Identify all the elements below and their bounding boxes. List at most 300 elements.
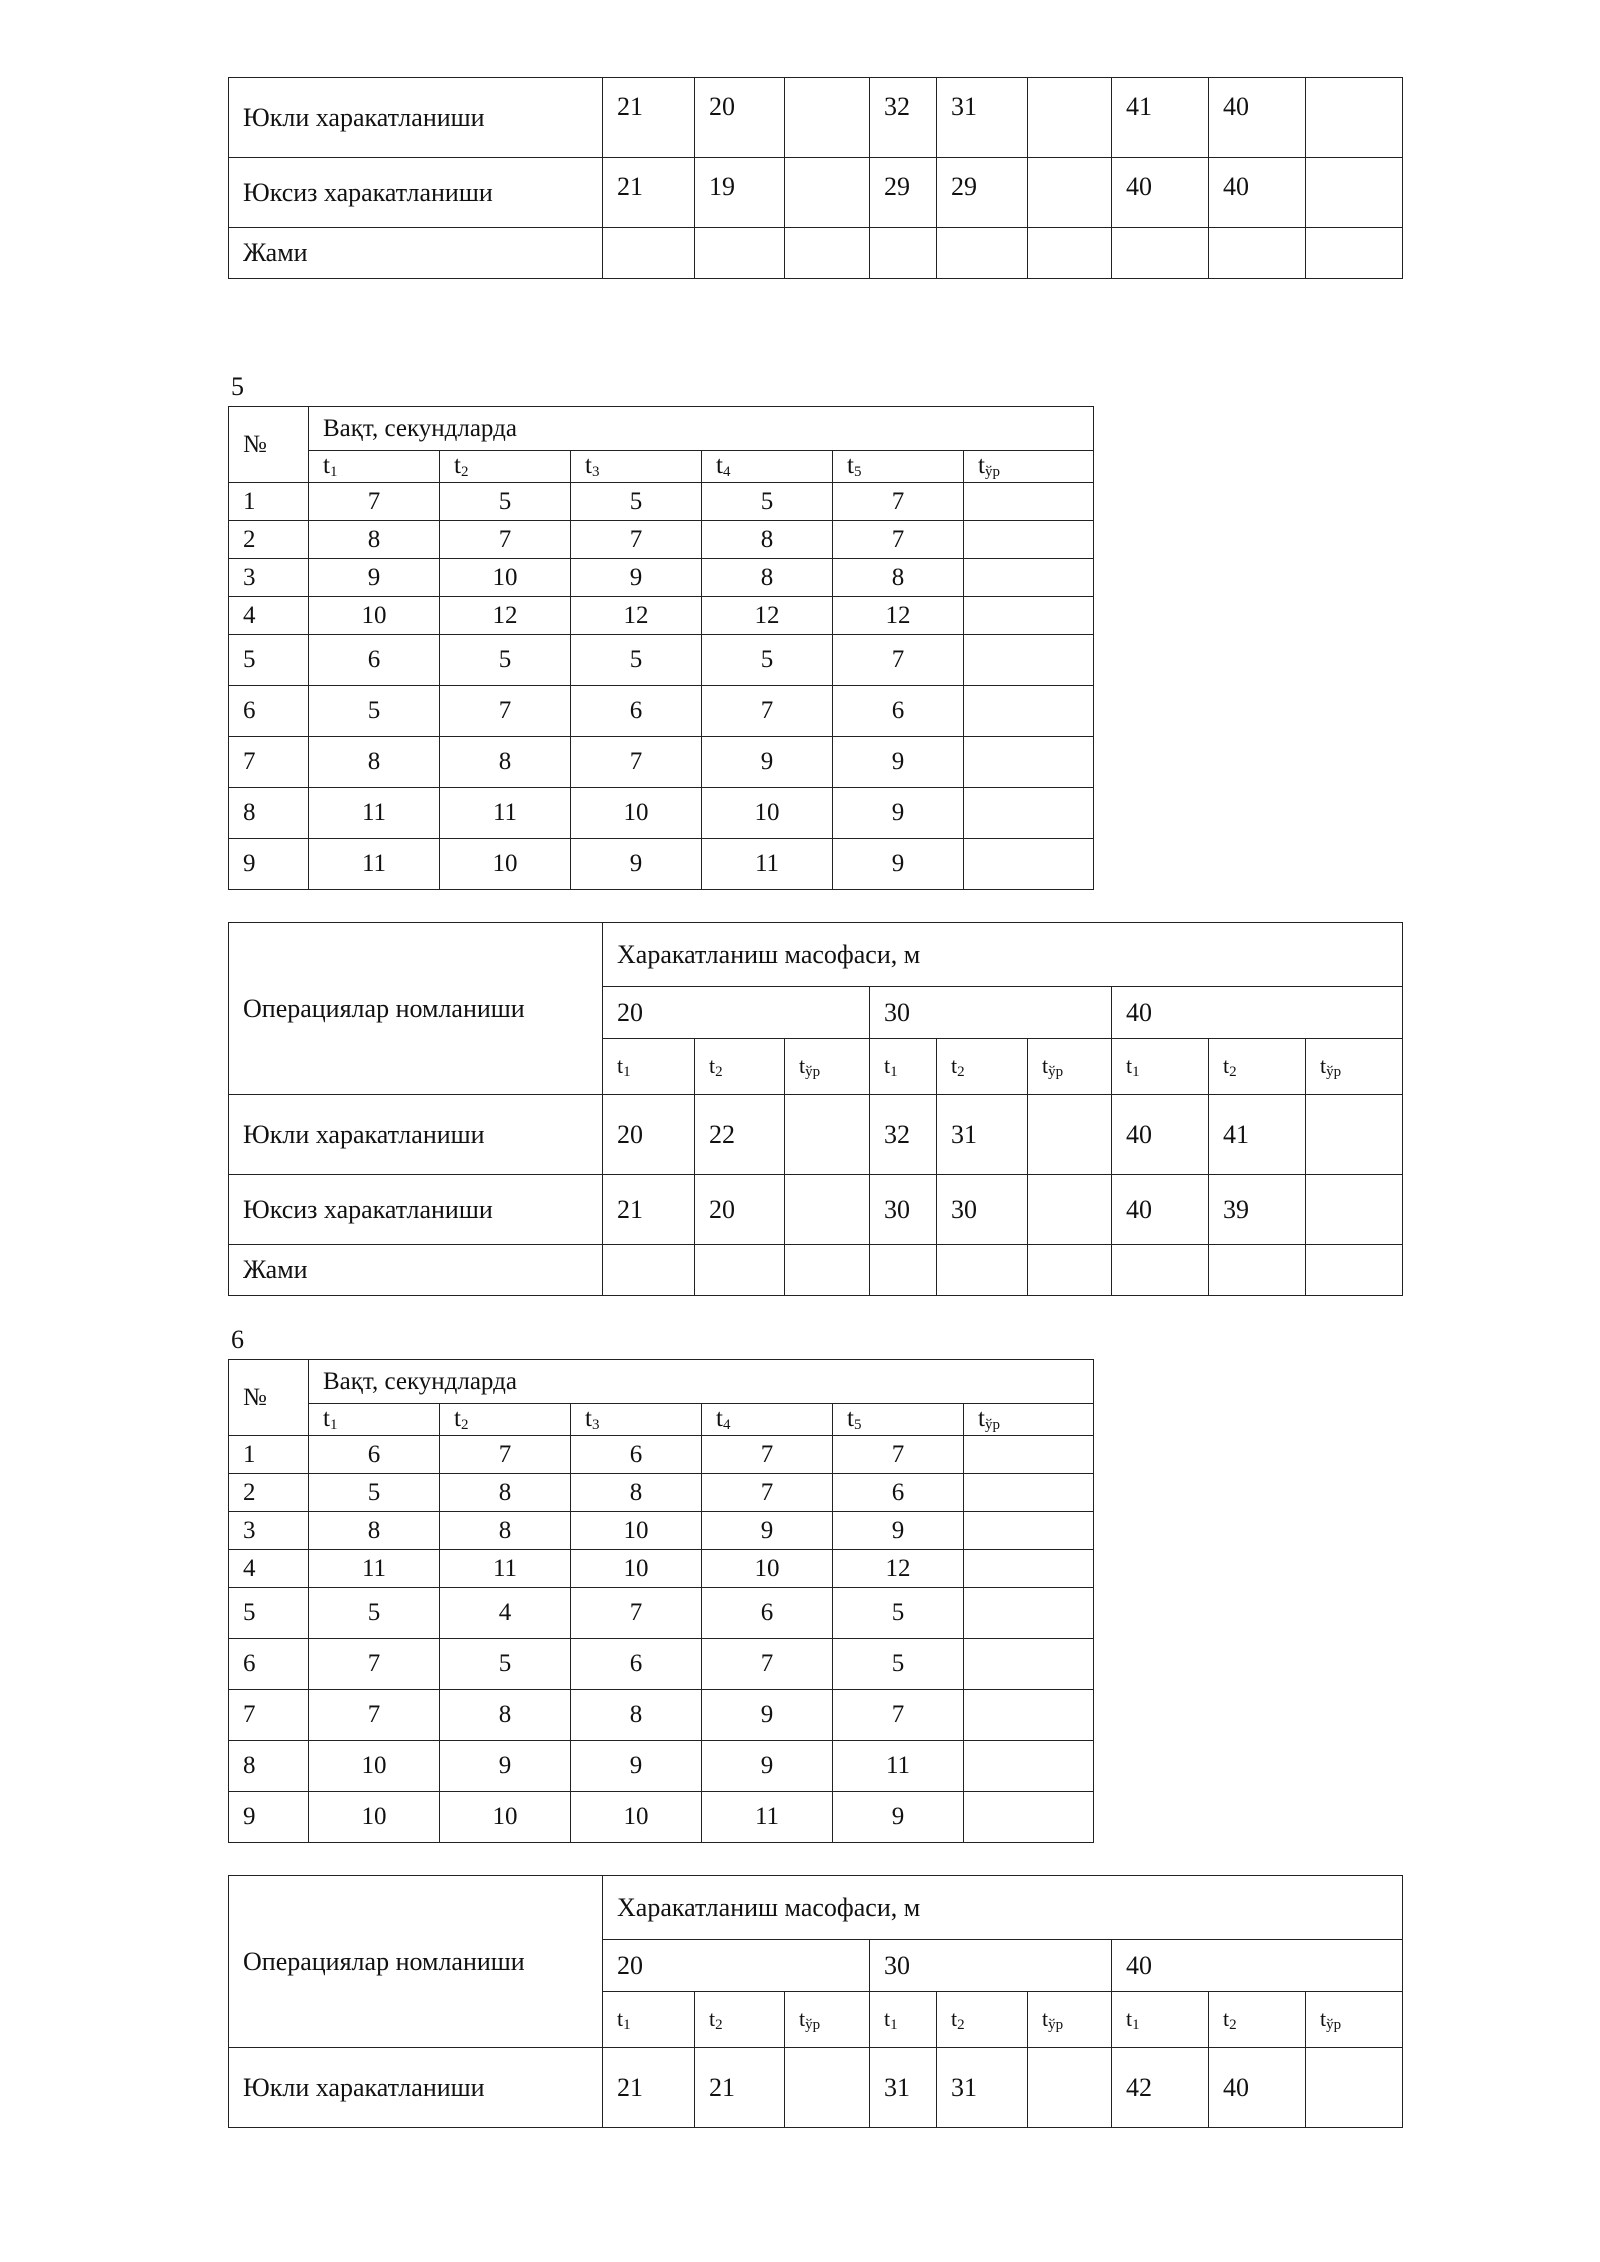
time-value: 7	[309, 1639, 440, 1690]
table-row	[229, 1588, 1094, 1639]
row-number: 1	[229, 483, 309, 521]
time-value: 10	[571, 1550, 702, 1588]
time-value: 7	[309, 1690, 440, 1741]
value-cell	[1306, 1095, 1403, 1175]
time-column-header	[833, 1404, 964, 1436]
table-row	[229, 521, 1094, 559]
table-row	[229, 1474, 1094, 1512]
symbol-base: t	[454, 1405, 461, 1432]
time-value: 5	[833, 1639, 964, 1690]
time-column-header	[1028, 1039, 1112, 1095]
time-value: 11	[833, 1741, 964, 1792]
time-value: 10	[309, 597, 440, 635]
row-number: 8	[229, 788, 309, 839]
time-value: 7	[440, 1436, 571, 1474]
value-cell	[1209, 1245, 1306, 1296]
row-number: 2	[229, 1474, 309, 1512]
symbol-base: t	[1126, 2005, 1133, 2031]
time-column-header	[964, 1404, 1094, 1436]
time-value: 7	[440, 686, 571, 737]
value-cell: 39	[1209, 1175, 1306, 1245]
row-number: 7	[229, 1690, 309, 1741]
symbol-subscript: 2	[1229, 2016, 1237, 2033]
value-cell: 21	[695, 2048, 785, 2128]
time-value: 9	[702, 737, 833, 788]
time-value: 5	[833, 1588, 964, 1639]
time-value: 7	[571, 521, 702, 559]
symbol-base: t	[323, 1405, 330, 1432]
value-cell: 31	[937, 78, 1028, 158]
time-value: 5	[440, 635, 571, 686]
value-cell: 21	[603, 158, 695, 228]
symbol-subscript: 2	[460, 464, 469, 480]
time-value: 7	[833, 635, 964, 686]
time-column-header	[440, 1404, 571, 1436]
time-column-header	[1209, 1992, 1306, 2048]
time-header: Вақт, секундларда	[309, 1360, 1094, 1404]
value-cell: 20	[695, 78, 785, 158]
time-value	[964, 1639, 1094, 1690]
time-value: 9	[702, 1690, 833, 1741]
symbol-subscript: 4	[722, 1417, 731, 1433]
value-cell	[1028, 2048, 1112, 2128]
symbol-base: t	[884, 1052, 891, 1078]
row-number: 8	[229, 1741, 309, 1792]
time-value: 10	[309, 1792, 440, 1843]
symbol-base: t	[716, 1405, 723, 1432]
time-column-header	[695, 1992, 785, 2048]
distance-header: Харакатланиш масофаси, м	[603, 1876, 1403, 1940]
value-cell	[1306, 78, 1403, 158]
distance-value: 20	[603, 1940, 870, 1992]
value-cell	[1306, 1175, 1403, 1245]
table-row	[229, 737, 1094, 788]
symbol-base: t	[799, 2005, 806, 2031]
time-value: 8	[309, 521, 440, 559]
time-value: 11	[309, 839, 440, 890]
value-cell	[785, 1095, 870, 1175]
time-value: 10	[440, 1792, 571, 1843]
row-number: 6	[229, 686, 309, 737]
value-cell	[1306, 2048, 1403, 2128]
time-column-header	[785, 1039, 870, 1095]
table-row	[229, 1690, 1094, 1741]
operation-name: Юкли харакатланиши	[229, 78, 603, 158]
header-row	[229, 923, 1403, 987]
symbol-subscript: ўр	[1048, 2016, 1064, 2033]
time-value: 9	[833, 1512, 964, 1550]
time-value: 11	[440, 1550, 571, 1588]
value-cell	[695, 1245, 785, 1296]
time-column-header	[695, 1039, 785, 1095]
table-row	[229, 1550, 1094, 1588]
value-cell: 31	[870, 2048, 937, 2128]
value-cell	[937, 228, 1028, 279]
symbol-subscript: 1	[890, 1063, 898, 1080]
time-value: 7	[571, 737, 702, 788]
symbol-base: t	[1320, 1052, 1327, 1078]
time-value: 7	[702, 1436, 833, 1474]
operation-name: Жами	[229, 228, 603, 279]
time-value: 8	[440, 1474, 571, 1512]
time-value	[964, 559, 1094, 597]
value-cell: 30	[870, 1175, 937, 1245]
time-value: 10	[571, 1512, 702, 1550]
symbol-subscript: ўр	[805, 1063, 821, 1080]
time-value: 8	[309, 1512, 440, 1550]
symbol-subscript: ўр	[1048, 1063, 1064, 1080]
time-value: 12	[571, 597, 702, 635]
time-column-header	[309, 1404, 440, 1436]
row-number: 5	[229, 1588, 309, 1639]
time-value: 10	[702, 788, 833, 839]
time-value: 6	[571, 1639, 702, 1690]
time-value: 5	[309, 1474, 440, 1512]
symbol-subscript: 3	[591, 464, 600, 480]
value-cell: 21	[603, 78, 695, 158]
value-cell	[1112, 228, 1209, 279]
time-value: 9	[833, 839, 964, 890]
time-value	[964, 1474, 1094, 1512]
value-cell: 40	[1112, 158, 1209, 228]
table-row	[229, 158, 1403, 228]
value-cell: 31	[937, 2048, 1028, 2128]
value-cell	[1028, 1175, 1112, 1245]
symbol-subscript: ўр	[1326, 1063, 1342, 1080]
symbol-subscript: 2	[957, 2016, 965, 2033]
table-row	[229, 788, 1094, 839]
time-value: 9	[702, 1741, 833, 1792]
time-table	[228, 1359, 1094, 1843]
time-value	[964, 597, 1094, 635]
time-value: 12	[702, 597, 833, 635]
value-cell	[1209, 228, 1306, 279]
value-cell: 30	[937, 1175, 1028, 1245]
time-value	[964, 1741, 1094, 1792]
time-column-header	[1209, 1039, 1306, 1095]
row-number: 3	[229, 1512, 309, 1550]
value-cell	[1112, 1245, 1209, 1296]
operations-table	[228, 1875, 1403, 2128]
time-value	[964, 788, 1094, 839]
value-cell: 21	[603, 1175, 695, 1245]
symbol-subscript: 3	[591, 1417, 600, 1433]
distance-header: Харакатланиш масофаси, м	[603, 923, 1403, 987]
time-column-header	[785, 1992, 870, 2048]
symbol-subscript: 1	[890, 2016, 898, 2033]
time-value	[964, 686, 1094, 737]
symbol-subscript: ўр	[805, 2016, 821, 2033]
time-value: 8	[702, 521, 833, 559]
time-value: 8	[702, 559, 833, 597]
time-value: 8	[440, 1690, 571, 1741]
time-value: 9	[309, 559, 440, 597]
symbol-subscript: 1	[1132, 1063, 1140, 1080]
time-column-header	[702, 451, 833, 483]
value-cell	[870, 1245, 937, 1296]
time-column-header	[309, 451, 440, 483]
value-cell: 41	[1112, 78, 1209, 158]
symbol-subscript: 2	[715, 2016, 723, 2033]
time-value: 11	[440, 788, 571, 839]
value-cell	[603, 1245, 695, 1296]
symbol-base: t	[951, 1052, 958, 1078]
value-cell: 21	[603, 2048, 695, 2128]
time-column-header	[870, 1039, 937, 1095]
table-row	[229, 559, 1094, 597]
header-row	[229, 1876, 1403, 1940]
value-cell: 31	[937, 1095, 1028, 1175]
table-row	[229, 1095, 1403, 1175]
time-value: 12	[833, 597, 964, 635]
time-column-header	[833, 451, 964, 483]
symbol-base: t	[847, 452, 854, 479]
symbol-base: t	[716, 452, 723, 479]
table-row	[229, 1436, 1094, 1474]
number-header: №	[229, 407, 309, 483]
row-number: 5	[229, 635, 309, 686]
symbol-base: t	[1223, 2005, 1230, 2031]
table-row	[229, 686, 1094, 737]
symbol-subscript: 2	[1229, 1063, 1237, 1080]
time-column-header	[1028, 1992, 1112, 2048]
subheader-row	[229, 451, 1094, 483]
time-value	[964, 737, 1094, 788]
time-column-header	[603, 1992, 695, 2048]
time-value	[964, 1512, 1094, 1550]
time-value: 10	[571, 1792, 702, 1843]
table-row	[229, 78, 1403, 158]
value-cell	[785, 2048, 870, 2128]
time-column-header	[937, 1039, 1028, 1095]
operations-header: Операциялар номланиши	[229, 1876, 603, 2048]
table-row	[229, 2048, 1403, 2128]
time-value: 7	[833, 521, 964, 559]
value-cell	[1306, 228, 1403, 279]
symbol-base: t	[709, 2005, 716, 2031]
symbol-base: t	[617, 2005, 624, 2031]
symbol-base: t	[585, 1405, 592, 1432]
time-table	[228, 406, 1094, 890]
value-cell	[1028, 78, 1112, 158]
distance-value: 40	[1112, 1940, 1403, 1992]
time-column-header	[937, 1992, 1028, 2048]
time-header: Вақт, секундларда	[309, 407, 1094, 451]
value-cell	[603, 228, 695, 279]
value-cell: 22	[695, 1095, 785, 1175]
time-value: 5	[309, 1588, 440, 1639]
value-cell	[937, 1245, 1028, 1296]
time-value: 11	[309, 788, 440, 839]
time-value: 9	[571, 839, 702, 890]
symbol-subscript: 1	[329, 464, 338, 480]
time-column-header	[870, 1992, 937, 2048]
symbol-base: t	[585, 452, 592, 479]
symbol-subscript: ўр	[1326, 2016, 1342, 2033]
value-cell: 42	[1112, 2048, 1209, 2128]
time-value: 5	[571, 483, 702, 521]
time-value: 5	[702, 483, 833, 521]
row-number: 4	[229, 597, 309, 635]
time-value: 7	[702, 686, 833, 737]
time-value	[964, 1436, 1094, 1474]
symbol-base: t	[323, 452, 330, 479]
number-header: №	[229, 1360, 309, 1436]
table-row	[229, 228, 1403, 279]
time-value: 8	[571, 1474, 702, 1512]
time-value: 10	[571, 788, 702, 839]
table-row	[229, 597, 1094, 635]
time-value: 9	[833, 788, 964, 839]
symbol-subscript: 2	[957, 1063, 965, 1080]
time-column-header	[964, 451, 1094, 483]
time-value: 8	[309, 737, 440, 788]
table-row	[229, 1741, 1094, 1792]
symbol-subscript: 5	[853, 1417, 862, 1433]
row-number: 1	[229, 1436, 309, 1474]
table-row	[229, 1792, 1094, 1843]
symbol-base: t	[1042, 1052, 1049, 1078]
time-value	[964, 1550, 1094, 1588]
time-value: 11	[309, 1550, 440, 1588]
table-row	[229, 1512, 1094, 1550]
operations-header: Операциялар номланиши	[229, 923, 603, 1095]
time-column-header	[571, 1404, 702, 1436]
time-value: 9	[440, 1741, 571, 1792]
row-number: 9	[229, 839, 309, 890]
symbol-base: t	[978, 452, 985, 479]
partial-operations-table	[228, 77, 1403, 279]
time-value: 6	[309, 635, 440, 686]
time-value	[964, 1690, 1094, 1741]
time-value: 9	[571, 559, 702, 597]
value-cell	[695, 228, 785, 279]
header-row	[229, 1360, 1094, 1404]
time-column-header	[1112, 1992, 1209, 2048]
row-number: 4	[229, 1550, 309, 1588]
symbol-subscript: 1	[1132, 2016, 1140, 2033]
value-cell	[1028, 1245, 1112, 1296]
value-cell	[785, 158, 870, 228]
time-value: 11	[702, 839, 833, 890]
section-number: 6	[231, 1325, 244, 1354]
value-cell: 32	[870, 1095, 937, 1175]
symbol-subscript: 1	[329, 1417, 338, 1433]
section-number: 5	[231, 372, 244, 401]
symbol-subscript: 2	[715, 1063, 723, 1080]
value-cell: 29	[937, 158, 1028, 228]
time-value: 5	[702, 635, 833, 686]
time-value: 6	[309, 1436, 440, 1474]
symbol-base: t	[1042, 2005, 1049, 2031]
time-value: 5	[440, 483, 571, 521]
time-column-header	[1112, 1039, 1209, 1095]
value-cell	[870, 228, 937, 279]
time-column-header	[1306, 1039, 1403, 1095]
symbol-base: t	[454, 452, 461, 479]
time-value: 10	[702, 1550, 833, 1588]
subheader-row	[229, 1404, 1094, 1436]
symbol-base: t	[884, 2005, 891, 2031]
time-value: 7	[702, 1474, 833, 1512]
time-value: 8	[833, 559, 964, 597]
time-column-header	[440, 451, 571, 483]
value-cell: 20	[695, 1175, 785, 1245]
time-column-header	[603, 1039, 695, 1095]
time-value: 5	[440, 1639, 571, 1690]
operations-table	[228, 922, 1403, 1296]
time-value: 5	[309, 686, 440, 737]
table-row	[229, 635, 1094, 686]
symbol-subscript: 2	[460, 1417, 469, 1433]
row-number: 2	[229, 521, 309, 559]
symbol-base: t	[799, 1052, 806, 1078]
symbol-subscript: ўр	[984, 1417, 1000, 1433]
time-value	[964, 1792, 1094, 1843]
time-value: 9	[833, 737, 964, 788]
time-value: 9	[571, 1741, 702, 1792]
value-cell	[785, 1245, 870, 1296]
time-value: 6	[571, 686, 702, 737]
value-cell	[785, 228, 870, 279]
time-value	[964, 483, 1094, 521]
value-cell	[1028, 228, 1112, 279]
time-value: 10	[440, 559, 571, 597]
time-value: 10	[309, 1741, 440, 1792]
symbol-subscript: 1	[623, 2016, 631, 2033]
time-value: 7	[571, 1588, 702, 1639]
table-row	[229, 483, 1094, 521]
time-value: 7	[309, 483, 440, 521]
time-value: 7	[833, 1436, 964, 1474]
symbol-subscript: 4	[722, 464, 731, 480]
time-value: 10	[440, 839, 571, 890]
value-cell	[1306, 1245, 1403, 1296]
table-row	[229, 839, 1094, 890]
time-value: 8	[440, 1512, 571, 1550]
distance-value: 30	[870, 1940, 1112, 1992]
distance-value: 30	[870, 987, 1112, 1039]
time-value: 7	[833, 1690, 964, 1741]
symbol-base: t	[1126, 1052, 1133, 1078]
symbol-base: t	[847, 1405, 854, 1432]
time-value	[964, 839, 1094, 890]
value-cell: 29	[870, 158, 937, 228]
value-cell: 40	[1209, 2048, 1306, 2128]
symbol-subscript: ўр	[984, 464, 1000, 480]
symbol-base: t	[617, 1052, 624, 1078]
value-cell: 41	[1209, 1095, 1306, 1175]
operation-name: Жами	[229, 1245, 603, 1296]
value-cell	[1028, 1095, 1112, 1175]
value-cell	[1306, 158, 1403, 228]
operation-name: Юкли харакатланиши	[229, 1095, 603, 1175]
time-value: 11	[702, 1792, 833, 1843]
value-cell: 40	[1209, 158, 1306, 228]
time-value: 9	[702, 1512, 833, 1550]
operation-name: Юксиз харакатланиши	[229, 1175, 603, 1245]
time-value	[964, 521, 1094, 559]
distance-value: 20	[603, 987, 870, 1039]
time-value: 12	[833, 1550, 964, 1588]
time-value: 8	[571, 1690, 702, 1741]
table-row	[229, 1175, 1403, 1245]
time-value: 6	[833, 1474, 964, 1512]
value-cell	[785, 1175, 870, 1245]
row-number: 9	[229, 1792, 309, 1843]
value-cell: 19	[695, 158, 785, 228]
symbol-base: t	[1223, 1052, 1230, 1078]
